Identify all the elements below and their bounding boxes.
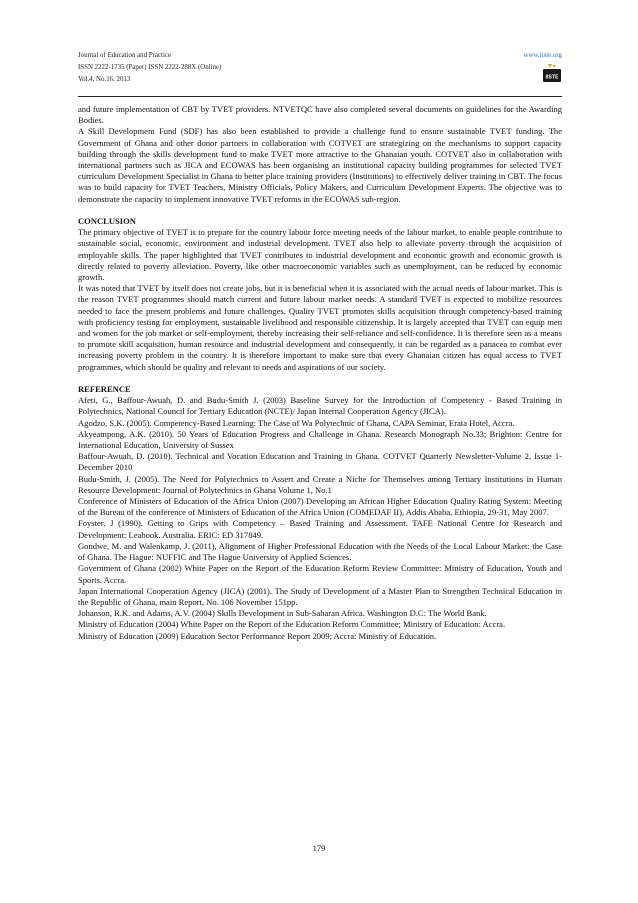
reference-item: Johanson, R.K. and Adams, A.V. (2004) Skills Development in Sub-Saharan Africa. Washington D.C: The World Bank. xyxy=(78,608,487,619)
reference-item: Gondwe, M. and Walenkamp, J. (2011), Alignment of Higher Professional Education with the Needs of the Local Labour Market: the Case of Ghana. The Hague: NUFFIC and The Hague University of Applied Sciences. xyxy=(78,540,562,563)
conclusion-heading: CONCLUSION xyxy=(78,216,136,227)
reference-item: Agodzo, S.K. (2005). Competency-Based Learning: The Case of Wa Polytechnic of Ghana, CAPA Seminar, Erata Hotel, Accra. xyxy=(78,417,515,428)
volume-line: Vol.4, No.16, 2013 xyxy=(78,76,131,83)
reference-item: Afeti, G., Baffour-Awuah, D. and Budu-Smith J. (2003) Baseline Survey for the Introduction of Competency - Based Training in Polytechnics, National Council for Tertiary Education (NCTE)/ Japan Internal Cooperation Agency (JICA). xyxy=(78,395,562,417)
iiste-logo-icon xyxy=(542,63,562,83)
page xyxy=(78,50,562,641)
logo-text: IISTE xyxy=(545,74,559,81)
page-header xyxy=(78,50,562,100)
reference-item: Government of Ghana (2002) White Paper on the Report of the Education Reform Review Committee: Ministry of Education, Youth and Sports. Accra. xyxy=(78,563,562,585)
reference-item: Ministry of Education (2004) White Paper on the Report of the Education Reform Committee; Ministry of Education: Accra. xyxy=(78,619,506,630)
body-paragraph: A Skill Development Fund (SDF) has also been established to provide a challenge fund to ensure sustainable TVET funding. The Government of Ghana and other donor partners in collaboration with COTVET are strategizing on the mechanisms to support capacity building through the skills development fund to make TVET more attractive to the Ghanaian youth. COTVET also in collaboration with international partners such as JICA and ECOWAS has been organising an institutional capacity building programmes for selected TVET curriculum Development Specialist in Ghana to better place training providers (Institutions) to effectively deliver training in CBT. The focus was to build capacity for TVET Teachers, Ministry Officials, Policy Makers, and Curriculum Development Experts. The objective was to demonstrate the capacity to implement innovative TVET reforms in the ECOWAS sub-region. xyxy=(78,126,562,204)
page-number: 179 xyxy=(312,843,326,853)
journal-url-link[interactable]: www.iiste.org xyxy=(523,52,562,59)
reference-item: Conference of Ministers of Education of the Africa Union (2007) Developing an African Higher Education Quality Rating System: Meeting of the Bureau of the conference of Ministers of Education of the Africa Union (COMEDAF II), Addis Ababa, Ethiopia, 29-31, May 2007. xyxy=(78,496,562,518)
reference-heading: REFERENCE xyxy=(78,384,131,395)
conclusion-paragraph: The primary objective of TVET is to prepare for the country labour force meeting needs of the labour market, to enable people contribute to sustainable social, economic, environment and industrial development. TVET also help to alleviate poverty through the acquisition of employable skills. The paper highlighted that TVET contributes to industrial development and economic growth and economic growth is directly related to poverty alleviation. Poverty, like other macroeconomic variables such as unemployment, can be reduced by economic growth. xyxy=(78,227,562,283)
main-content xyxy=(78,104,562,642)
reference-item: Ministry of Education (2009) Education Sector Performance Report 2009; Accra: Ministry of Education. xyxy=(78,630,437,641)
issn-line: ISSN 2222-1735 (Paper) ISSN 2222-288X (Online) xyxy=(78,64,222,71)
journal-name: Journal of Education and Practice xyxy=(78,52,171,59)
reference-item: Akyeampong, A.K. (2010). 50 Years of Education Progress and Challenge in Ghana. Research Monograph No.33; Brighton: Centre for International Education, University of Sussex xyxy=(78,428,562,451)
reference-item: Japan International Cooperation Agency (JICA) (2001). The Study of Development of a Master Plan to Strengthen Technical Education in the Republic of Ghana, main Report, No. 106 November 151pp. xyxy=(78,585,562,607)
conclusion-paragraph: It was noted that TVET by itself does not create jobs, but it is beneficial when it is associated with the actual needs of labour market. This is the reason TVET programmes should match current and future labour market needs. A standard TVET is expected to mobilize resources needed to face the present problems and future challenges. Quality TVET promotes skills acquisition through competency-based training with proficiency testing for employment, sustainable livelihood and responsible citizenship. It is largely accepted that TVET can equip men and women for the job market or self-employment, thereby increasing their self-reliance and self-confidence. It is therefore seen as a means to promote skill acquisition, human resource and industrial development and consequently, it can be regarded as a panacea to combat ever increasing poverty problem in the country. It is therefore important to make sure that every Ghanaian citizen has equal access to TVET programmes, which should be quality and relevant to needs and aspirations of our society. xyxy=(78,283,562,372)
reference-item: Foyster, J (1990). Getting to Grips with Competency – Based Training and Assessment. TAFE National Centre for Research and Development: Leabook. Australia. ERIC: ED 317849. xyxy=(78,518,562,540)
reference-item: Budu-Smith, J. (2005). The Need for Polytechnics to Assert and Create a Niche for Themselves among Tertiary Institutions in Human Resource Development: Journal of Polytechnics in Ghana Volume 1, No.1 xyxy=(78,473,562,495)
body-paragraph: and future implementation of CBT by TVET providers. NTVETQC have also completed several documents on guidelines for the Awarding Bodies. xyxy=(78,104,562,126)
reference-item: Baffour-Awuah, D. (2010). Technical and Vocation Education and Training in Ghana. COTVET Quarterly Newsletter-Volume 2, Issue 1- December 2010 xyxy=(78,451,562,473)
header-divider xyxy=(78,96,562,97)
